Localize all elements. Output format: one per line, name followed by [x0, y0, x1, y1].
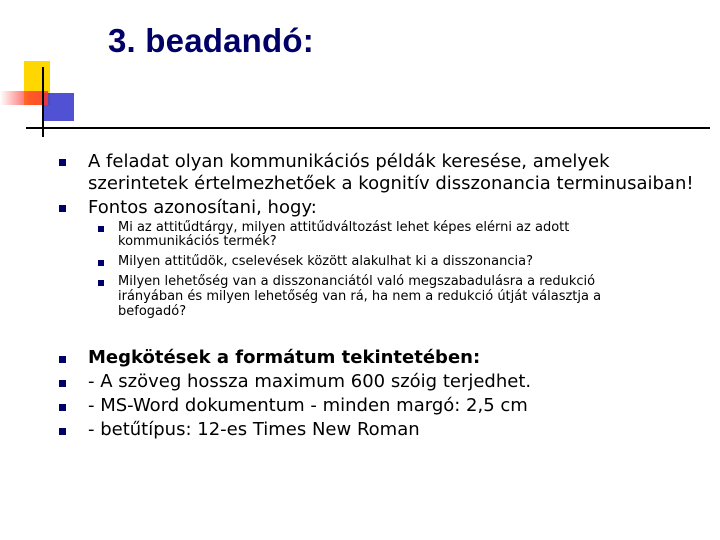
subitem-3-line-2: irányában és milyen lehetőség van rá, ha nem a redukció útját választja a: [118, 289, 602, 304]
constraint-font: - betűtípus: 12-es Times New Roman: [88, 419, 420, 440]
bullet-icon: [59, 356, 66, 363]
constraints-heading: Megkötések a formátum tekintetében:: [88, 347, 481, 368]
constraint-format: - MS-Word dokumentum - minden margó: 2,5 cm: [88, 395, 528, 416]
item-1-line-1: A feladat olyan kommunikációs példák keresése, amelyek: [88, 151, 610, 172]
slide-title: 3. beadandó:: [108, 22, 314, 59]
bullet-icon: [59, 404, 66, 411]
constraint-length: - A szöveg hossza maximum 600 szóig terjedhet.: [88, 371, 532, 392]
subitem-1-line-2: kommunikációs termék?: [118, 234, 277, 249]
subitem-1-line-1: Mi az attitűdtárgy, milyen attitűdváltozást lehet képes elérni az adott: [118, 220, 570, 235]
item-1-line-2: szerintetek értelmezhetőek a kognitív disszonancia terminusaiban!: [88, 173, 694, 194]
subitem-2-line-1: Milyen attitűdök, cselevések között alakulhat ki a disszonancia?: [118, 254, 533, 269]
subitem-3-line-3: befogadó?: [118, 304, 187, 319]
subitem-3-line-1: Milyen lehetőség van a disszonanciától való megszabadulásra a redukció: [118, 274, 596, 289]
sub-bullet-icon: [98, 280, 104, 286]
item-2-line-1: Fontos azonosítani, hogy:: [88, 197, 317, 218]
title-divider: [32, 127, 710, 129]
bullet-icon: [59, 205, 66, 212]
bullet-icon: [59, 428, 66, 435]
decorative-corner-graphic: [0, 55, 90, 145]
bullet-icon: [59, 380, 66, 387]
bullet-icon: [59, 159, 66, 166]
sub-bullet-icon: [98, 226, 104, 232]
sub-bullet-icon: [98, 260, 104, 266]
